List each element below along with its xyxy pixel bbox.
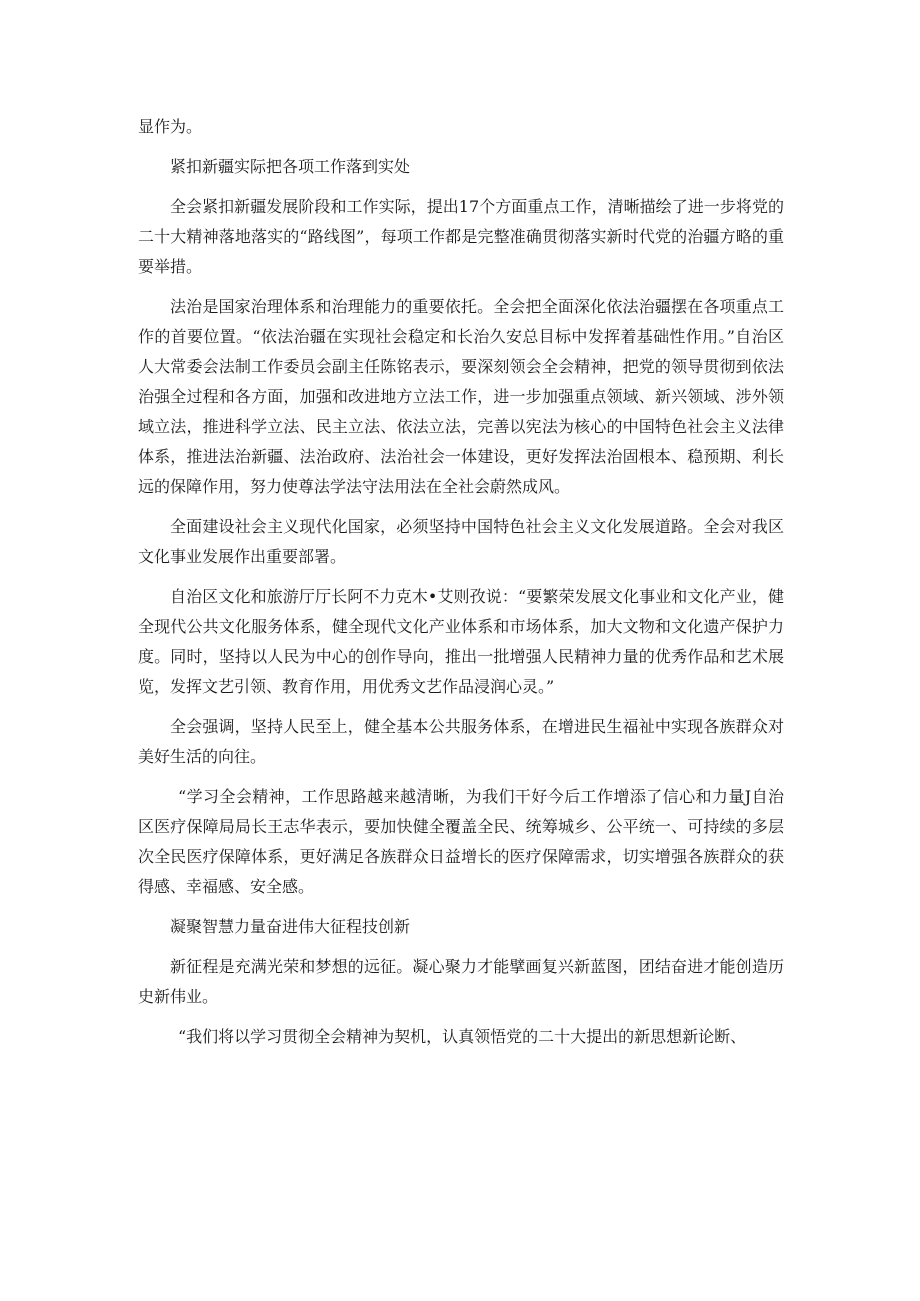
document-body [138,112,784,1062]
paragraph-new-journey: 新征程是充满光荣和梦想的远征。凝心聚力才能擘画复兴新蓝图，团结奋进才能创造历史新伟业。 [138,957,784,1006]
paragraph-key-work: 全会紧扣新疆发展阶段和工作实际，提出17个方面重点工作，清晰描绘了进一步将党的二十大精神落地落实的“路线图”，每项工作都是完整准确贯彻落实新时代党的治疆方略的重要举措。 [138,197,784,276]
paragraph-culture-quote: 自治区文化和旅游厅厅长阿不力克木•艾则孜说：“要繁荣发展文化事业和文化产业，健全现代公共文化服务体系，健全现代文化产业体系和市场体系，加大文物和文化遗产保护力度。同时，坚持以人民为中心的创作导向，推出一批增强人民精神力量的优秀作品和艺术展览，发挥文艺引领、教育作用，用优秀文艺作品浸润心灵。” [138,587,784,696]
section-heading-implementation: 紧扣新疆实际把各项工作落到实处 [170,157,411,176]
paragraph-study-quote: “我们将以学习贯彻全会精神为契机，认真领悟党的二十大提出的新思想新论断、 [178,1027,747,1046]
paragraph-culture-path: 全面建设社会主义现代化国家，必须坚持中国特色社会主义文化发展道路。全会对我区文化事业发展作出重要部署。 [138,517,784,566]
section-heading-innovation: 凝聚智慧力量奋进伟大征程技创新 [170,917,411,936]
paragraph-medical-security: “学习全会精神，工作思路越来越清晰，为我们干好今后工作增添了信心和力量J自治区医疗保障局局长王志华表示，要加快健全覆盖全民、统筹城乡、公平统一、可持续的多层次全民医疗保障体系，更好满足各族群众日益增长的医疗保障需求，切实增强各族群众的获得感、幸福感、安全感。 [138,787,784,896]
paragraph-continuation: 显作为。 [138,117,203,136]
paragraph-people-first: 全会强调，坚持人民至上，健全基本公共服务体系，在增进民生福祉中实现各族群众对美好生活的向往。 [138,717,784,766]
paragraph-rule-of-law: 法治是国家治理体系和治理能力的重要依托。全会把全面深化依法治疆摆在各项重点工作的首要位置。“依法治疆在实现社会稳定和长治久安总目标中发挥着基础性作用。”自治区人大常委会法制工作委员会副主任陈铭表示，要深刻领会全会精神，把党的领导贯彻到依法治强全过程和各方面，加强和改进地方立法工作，进一步加强重点领域、新兴领域、涉外领域立法，推进科学立法、民主立法、依法立法，完善以宪法为核心的中国特色社会主义法律体系，推进法治新疆、法治政府、法治社会一体建设，更好发挥法治固根本、稳预期、利长远的保障作用，努力使尊法学法守法用法在全社会蔚然成风。 [138,297,784,496]
